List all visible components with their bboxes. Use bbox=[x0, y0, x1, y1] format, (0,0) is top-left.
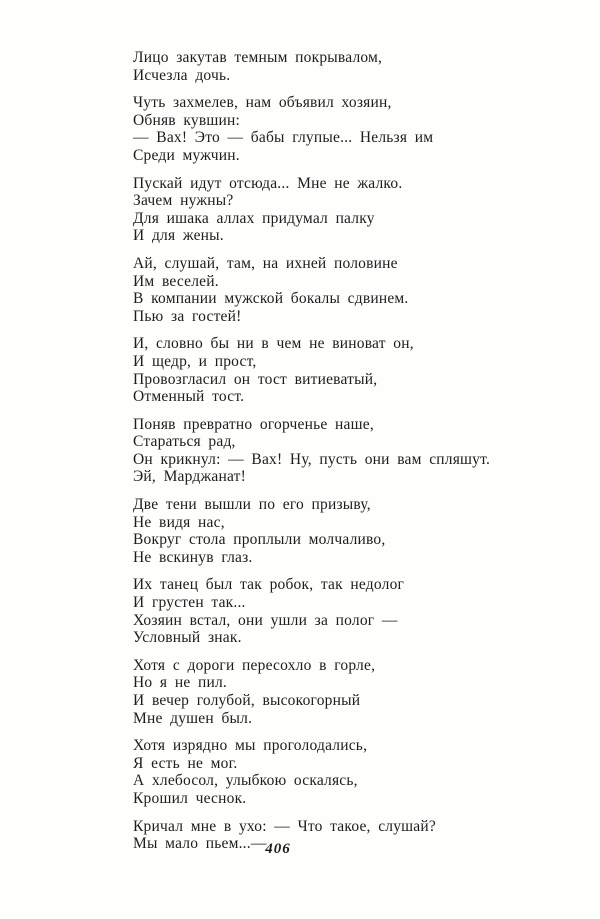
poem-line: Пускай идут отсюда... Мне не жалко. bbox=[133, 174, 403, 192]
poem-line: Обняв кувшин: bbox=[133, 111, 241, 129]
poem-line: Лицо закутав темным покрывалом, bbox=[133, 49, 383, 66]
poem-line: Хотя с дороги пересохло в горле, bbox=[133, 656, 376, 674]
poem-text-block bbox=[133, 49, 573, 863]
page-number: 406 bbox=[265, 841, 291, 857]
stanza bbox=[133, 657, 573, 727]
poem-line: И щедр, и прост, bbox=[133, 352, 257, 370]
poem-line: И грустен так... bbox=[133, 594, 246, 612]
poem-line: Провозгласил он тост витиеватый, bbox=[133, 370, 378, 388]
poem-line: Пью за гостей! bbox=[133, 307, 242, 325]
poem-line: Не вскинув глаз. bbox=[133, 548, 253, 566]
stanza bbox=[133, 335, 573, 405]
poem-line: Стараться рад, bbox=[133, 433, 236, 451]
poem-line: Хозяин встал, они ушли за полог — bbox=[133, 611, 398, 629]
stanza bbox=[133, 416, 573, 486]
poem-line: Но я не пил. bbox=[133, 674, 227, 692]
stanza bbox=[133, 94, 573, 164]
stanza bbox=[133, 576, 573, 646]
poem-line: Хотя изрядно мы проголодались, bbox=[133, 737, 368, 755]
poem-line: Эй, Марджанат! bbox=[133, 468, 246, 486]
poem-line: Вокруг стола проплыли молчаливо, bbox=[133, 531, 386, 549]
poem-line: Он крикнул: — Вах! Ну, пусть они вам спляшут. bbox=[133, 450, 491, 468]
poem-line: Отменный тост. bbox=[133, 388, 245, 406]
stanza bbox=[133, 496, 573, 566]
poem-line: Зачем нужны? bbox=[133, 192, 234, 210]
poem-line: Кричал мне в ухо: — Что такое, слушай? bbox=[133, 817, 436, 835]
poem-line: Их танец был так робок, так недолог bbox=[133, 576, 405, 594]
poem-line: Ай, слушай, там, на ихней половине bbox=[133, 254, 398, 272]
poem-line: Две тени вышли по его призыву, bbox=[133, 496, 371, 514]
poem-line: Крошил чеснок. bbox=[133, 789, 247, 807]
stanza bbox=[133, 737, 573, 807]
poem-line: Для ишака аллах придумал палку bbox=[133, 209, 375, 227]
poem-line: — Вах! Это — бабы глупые... Нельзя им bbox=[133, 129, 434, 147]
poem-line: Им веселей. bbox=[133, 272, 219, 290]
stanza bbox=[133, 49, 573, 84]
poem-line: Мне душен был. bbox=[133, 709, 253, 727]
poem-line: Чуть захмелев, нам объявил хозяин, bbox=[133, 94, 392, 112]
poem-line: Исчезла дочь. bbox=[133, 66, 231, 84]
poem-line: Не видя нас, bbox=[133, 513, 225, 531]
poem-line: Я есть не мог. bbox=[133, 754, 238, 772]
poem-line: Мы мало пьем...— bbox=[133, 835, 267, 853]
poem-line: А хлебосол, улыбкою оскалясь, bbox=[133, 772, 358, 790]
poem-line: И для жены. bbox=[133, 227, 224, 245]
poem-line: Среди мужчин. bbox=[133, 146, 240, 164]
poem-line: И вечер голубой, высокогорный bbox=[133, 692, 361, 709]
stanza bbox=[133, 175, 573, 245]
poem-line: В компании мужской бокалы сдвинем. bbox=[133, 290, 409, 308]
stanza bbox=[133, 818, 573, 853]
poem-line: Условный знак. bbox=[133, 629, 242, 647]
poem-line: Поняв превратно огорченье наше, bbox=[133, 415, 374, 433]
stanza bbox=[133, 255, 573, 325]
poem-line: И, словно бы ни в чем не виноват он, bbox=[133, 335, 414, 353]
